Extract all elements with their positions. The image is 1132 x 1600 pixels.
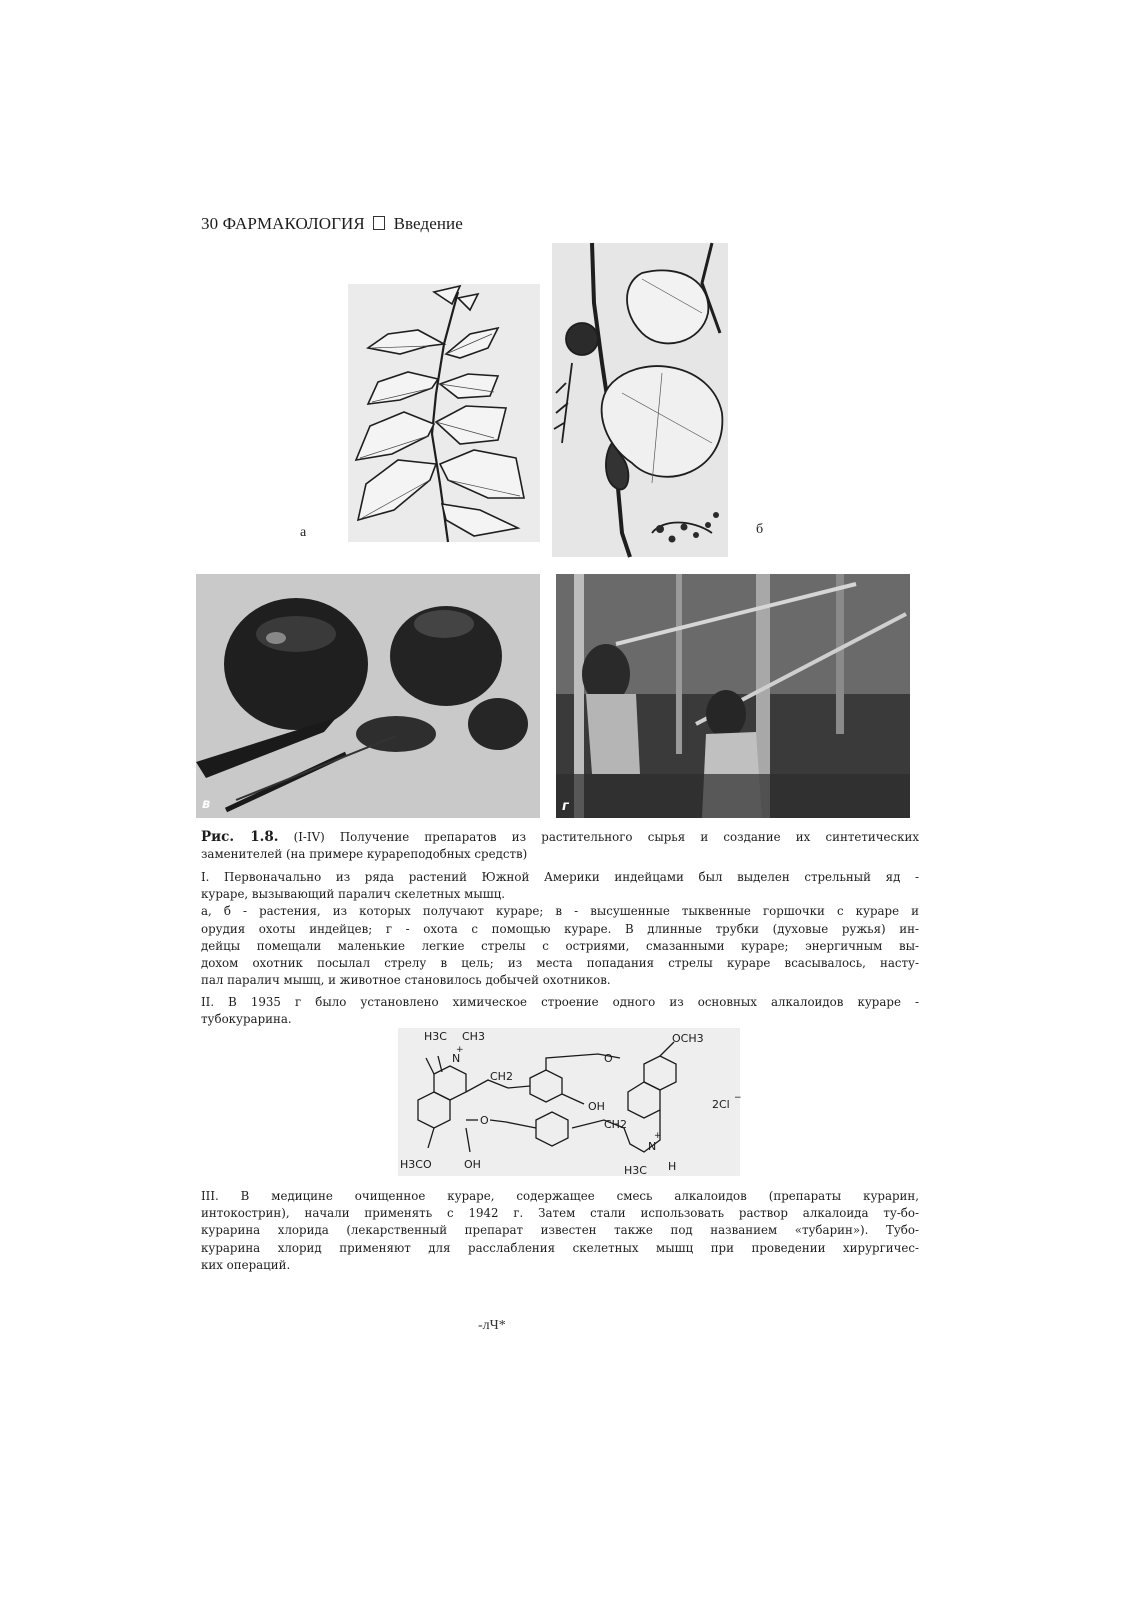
panel-g-label: г (562, 799, 569, 814)
caption-line2: заменителей (на примере курареподобных средств) (201, 847, 528, 862)
h-bottom: H (668, 1160, 677, 1173)
counterion-minus: − (734, 1093, 742, 1103)
section-i-line: дейцы помещали маленькие легкие стрелы с остриями, смазанными кураре; энергичным вы- (201, 938, 919, 953)
n-plus-top: N (452, 1052, 461, 1065)
ch2-bottom: CH2 (604, 1118, 627, 1131)
section-iii-line: курарина хлорид применяют для расслабления скелетных мышц при проведении хирургичес- (201, 1240, 919, 1255)
o-bridge-left: O (480, 1114, 489, 1127)
panel-b-label: б (756, 522, 764, 537)
section-i-line: кураре, вызывающий паралич скелетных мышц. (201, 887, 506, 902)
section-ii-text (201, 994, 919, 1028)
panel-g-blowpipe-hunters-photo (556, 574, 910, 818)
section-title: Введение (393, 214, 463, 233)
panel-a-label: а (300, 525, 307, 540)
h3c-top: H3C (424, 1030, 447, 1043)
section-i-line: а, б - растения, из которых получают кураре; в - высушенные тыквенные горшочки с кураре и (201, 904, 919, 919)
ch3-top: CH3 (462, 1030, 485, 1043)
plant-illustration-icon (348, 284, 540, 542)
caption-lead: Рис. 1.8. (201, 829, 279, 845)
n-plus-bottom: N (648, 1140, 657, 1153)
panel-a-plant-illustration (348, 284, 540, 542)
section-iii-line: III. В медицине очищенное кураре, содержащее смесь алкалоидов (препараты курарин, (201, 1189, 919, 1203)
vine-illustration-icon (552, 243, 728, 557)
chemical-structure-diagram (398, 1028, 740, 1176)
panel-b-vine-illustration (552, 243, 728, 557)
ch2-top: CH2 (490, 1070, 513, 1083)
separator-box-icon (373, 216, 385, 230)
page-footer-mark: -лЧ* (478, 1318, 506, 1333)
h3co: H3CO (400, 1158, 432, 1171)
figure-caption (201, 829, 919, 863)
running-head (201, 214, 463, 234)
section-ii-line: II. В 1935 г было установлено химическое строение одного из основных алкалоидов кураре - (201, 995, 919, 1009)
section-i-line: орудия охоты индейцев; г - охота с помощью кураре. В длинные трубки (духовые ружья) ин- (201, 921, 919, 936)
blowpipe-hunters-photo-icon (556, 574, 910, 818)
section-ii-line: тубокурарина. (201, 1012, 292, 1027)
h3c-bottom: H3C (624, 1164, 647, 1177)
panel-v-label: в (202, 797, 211, 812)
section-i-line: I. Первоначально из ряда растений Южной Америки индейцами был выделен стрельный яд - (201, 870, 919, 884)
oh-right: OH (588, 1100, 605, 1113)
page-number: 30 (201, 214, 219, 233)
section-iii-text (201, 1188, 919, 1274)
panel-v-gourd-pots-photo (196, 574, 540, 818)
oh-bottom: OH (464, 1158, 481, 1171)
gourd-pots-photo-icon (196, 574, 540, 818)
section-i-line: дохом охотник посылал стрелу в цель; из места попадания стрелы кураре всасывалось, насту- (201, 956, 919, 971)
plus-bottom: + (654, 1131, 662, 1141)
caption-line1: (I-IV) Получение препаратов из растительного сырья и создание их синтетических (293, 830, 920, 844)
section-i-text (201, 869, 919, 989)
section-i-line: пал паралич мышц, и животное становилось добычей охотников. (201, 973, 611, 988)
section-iii-line: курарина хлорида (лекарственный препарат известен также под названием «тубарин»). Тубо- (201, 1223, 919, 1238)
book-title: ФАРМАКОЛОГИЯ (222, 214, 365, 233)
counterion: 2Cl (712, 1098, 730, 1111)
och3: OCH3 (672, 1032, 704, 1045)
plus-top: + (456, 1045, 464, 1055)
section-iii-line: интокострин), начали применять с 1942 г. Затем стали использовать раствор алкалоида ту-бо- (201, 1206, 919, 1221)
tubocurarine-structure (398, 1028, 740, 1176)
o-bridge-top: O (604, 1052, 613, 1065)
section-iii-line: ких операций. (201, 1257, 291, 1272)
